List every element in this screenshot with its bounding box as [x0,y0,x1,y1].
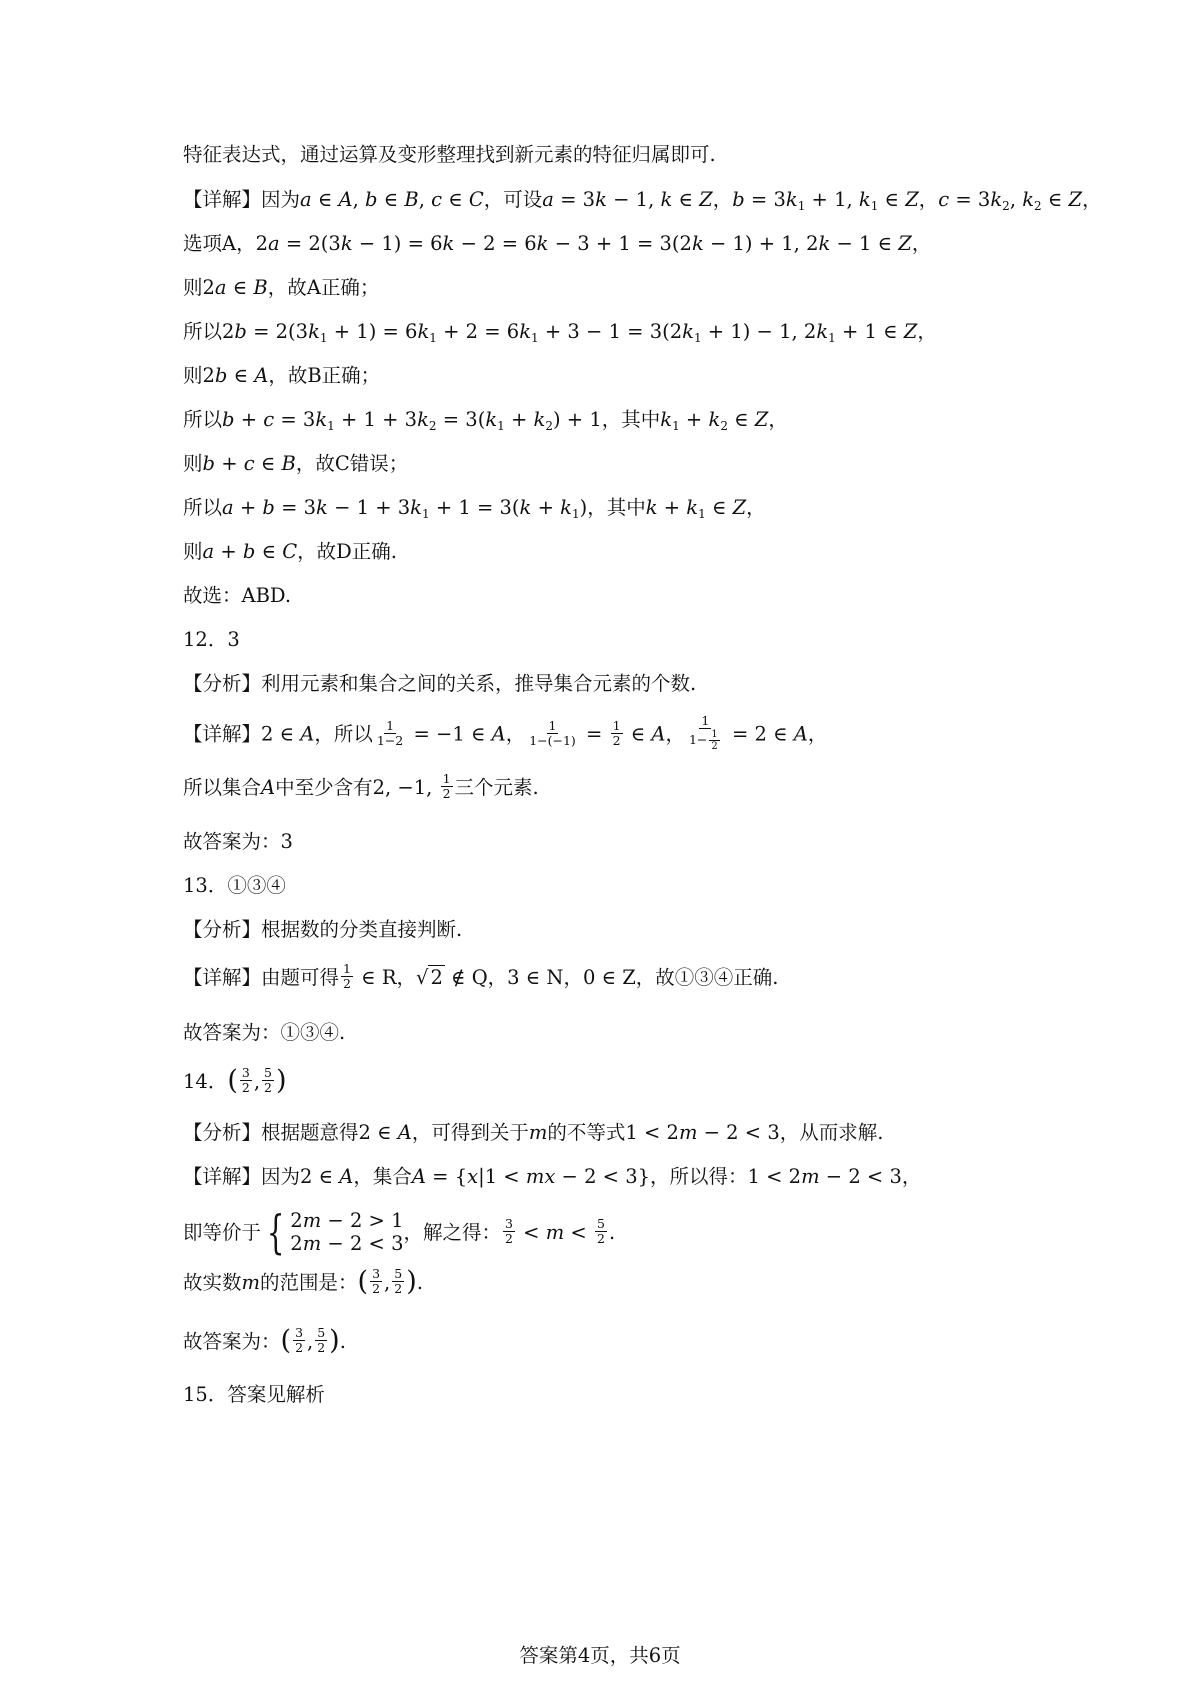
text-line-1: 特征表达式，通过运算及变形整理找到新元素的特征归属即可. [183,143,716,166]
text-line-4: 则2a ∈ B，故A正确； [183,276,380,299]
text-line-15: 所以集合A中至少含有2, −1, $\frac{1}{2}$ 三个元素. [183,771,539,801]
text-line-19: 【详解】由题可得 $\frac{1}{2}$ ∈ R，√ 2 ∉ Q，3 ∈ N，0 ∈ Z，故①③④正确. [183,961,779,991]
question-14-heading: 14．( $\frac{3}{2}$ , $\frac{5}{2}$ ) [183,1064,287,1096]
question-15-heading: 15．答案见解析 [183,1383,325,1406]
section-label: 【详解】 [183,1165,262,1188]
section-label: 【分析】 [183,918,262,941]
text-line-9: 所以$a + b = 3k - 1 + 3k_1 + 1 = 3(k + k_1)$，其中$k + k_1$ ∈ Z， [183,496,766,521]
text-line-11: 故选：ABD. [183,584,292,607]
text-line-24: 即等价于 { 2m − 2 > 1 2m − 2 < 3 ，解之得： $\frac{3}{2}$ < m < $\frac{5}{2}$ . [183,1204,616,1259]
text-line-22: 【分析】根据题意得2 ∈ A，可得到关于m的不等式1 < 2m − 2 < 3，从而求解. [183,1121,884,1144]
text-line-5: 所以$2b = 2(3k_1 + 1) = 6k_1 + 2 = 6k_1 + 3 - 1 = 3(2k_1 + 1) - 1$, $2k_1 + 1$ ∈ Z， [183,320,937,345]
text-line-2: 【详解】因为a ∈ A, b ∈ B, c ∈ C，可设a = 3k − 1, k ∈ Z，$b = 3k_1 + 1$, $k_1$ ∈ Z，$c = 3k_2$, $k_2$ ∈ Z， [183,188,1102,213]
text-line-14: 【详解】2 ∈ A，所以 $\frac{1}{1-2}$ = −1 ∈ A， $\frac{1}{1-(-1)}$ = $\frac{1}{2}$ ∈ A， 1 1− $\frac{1}{2}$ = 2 ∈ A， [183,713,828,752]
page-footer: 答案第4页，共6页 [519,1644,681,1667]
text-line-8: 则b + c ∈ B，故C错误； [183,452,409,475]
question-12-heading: 12．3 [183,628,240,651]
text-line-7: 所以$b + c = 3k_1 + 1 + 3k_2 = 3(k_1 + k_2) + 1$，其中$k_1 + k_2$ ∈ Z， [183,408,788,433]
text-line-23: 【详解】因为2 ∈ A，集合A = {x|1 < mx − 2 < 3}，所以得：1 < 2m − 2 < 3， [183,1165,922,1188]
text-line-18: 【分析】根据数的分类直接判断. [183,918,463,941]
text-line-6: 则2b ∈ A，故B正确； [183,364,381,387]
section-label: 【详解】 [183,966,262,989]
text-line-10: 则a + b ∈ C，故D正确. [183,540,397,563]
text-line-20: 故答案为：①③④. [183,1021,346,1044]
question-13-heading: 13．①③④ [183,874,286,897]
section-label: 【详解】 [183,722,262,746]
text-line-13: 【分析】利用元素和集合之间的关系，推导集合元素的个数. [183,672,697,695]
section-label: 【分析】 [183,1121,262,1144]
text-line-26: 故答案为：( $\frac{3}{2}$ , $\frac{5}{2}$ ). [183,1324,346,1356]
text-line-25: 故实数m的范围是：( $\frac{3}{2}$ , $\frac{5}{2}$ ). [183,1265,423,1297]
text-line-3: 选项A，2a = 2(3k − 1) = 6k − 2 = 6k − 3 + 1 = 3(2k − 1) + 1, 2k − 1 ∈ Z， [183,232,932,255]
section-label: 【分析】 [183,672,262,695]
section-label: 【详解】 [183,188,262,211]
text-line-16: 故答案为：3 [183,830,293,853]
